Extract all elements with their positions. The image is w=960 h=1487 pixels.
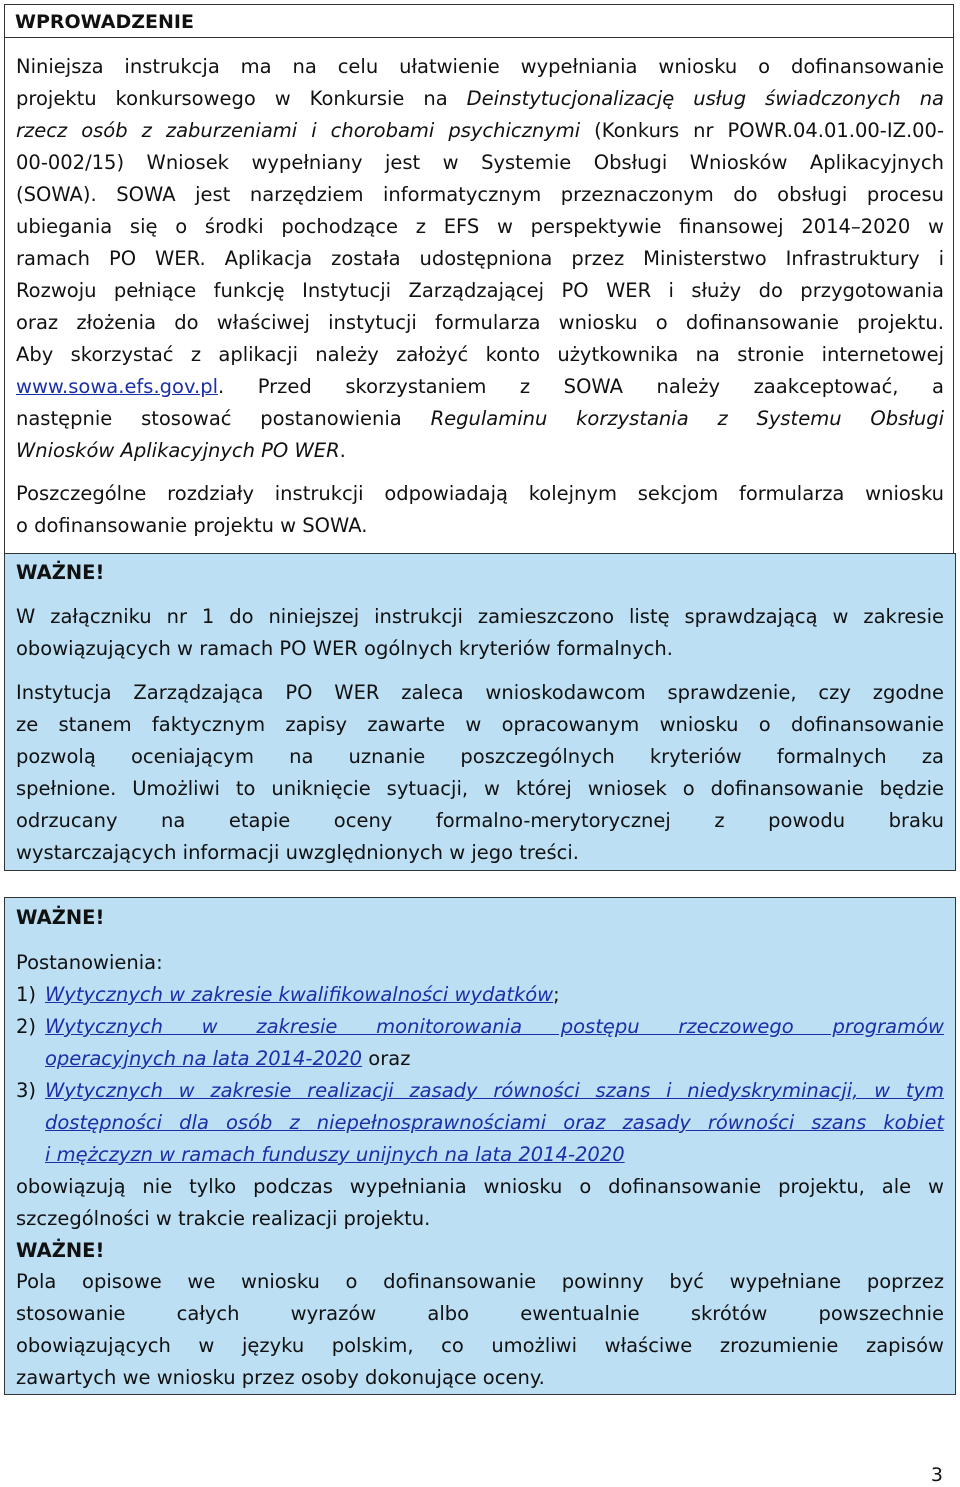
box1-a-line-2: obowiązujących w ramach PO WER ogólnych kryteriów formalnych. [16,637,673,660]
guidelines-equality-link-end[interactable]: i mężczyzn w ramach funduszy unijnych na lata 2014-2020 [45,1143,625,1166]
important-label-3: WAŻNE! [16,1239,105,1262]
intro-p2-line-1: Poszczególne rozdziały instrukcji odpowiadają kolejnym sekcjom formularza wniosku [16,482,944,505]
intro-line-4: 00-002/15) Wniosek wypełniany jest w Systemie Obsługi Wniosków Aplikacyjnych [16,151,944,174]
box2-d-line-4: zawartych we wniosku przez osoby dokonujące oceny. [16,1366,545,1389]
list-item-2-line-2: operacyjnych na lata 2014-2020 oraz [45,1047,411,1070]
box1-b-line-2: ze stanem faktycznym zapisy zawarte w opracowanym wniosku o dofinansowanie [16,713,944,736]
intro-line-6: ubiegania się o środki pochodzące z EFS w perspektywie finansowej 2014–2020 w [16,215,944,238]
intro-line-12: następnie stosować postanowienia Regulaminu korzystania z Systemu Obsługi [16,407,944,430]
intro-line-8: Rozwoju pełniące funkcję Instytucji Zarządzającej PO WER i służy do przygotowania [16,279,944,302]
intro-line-1: Niniejsza instrukcja ma na celu ułatwienie wypełniania wniosku o dofinansowanie [16,55,944,78]
intro-line-13: Wniosków Aplikacyjnych PO WER. [16,439,346,462]
list-item-3-line-1 [45,1079,944,1103]
guidelines-eligibility-link[interactable]: Wytycznych w zakresie kwalifikowalności wydatków [45,983,554,1006]
intro-line-11: www.sowa.efs.gov.pl. Przed skorzystaniem z SOWA należy zaakceptować, a [16,375,944,398]
intro-line-9: oraz złożenia do właściwej instytucji formularza wniosku o dofinansowanie projektu. [16,311,944,334]
list-number-2: 2) [16,1015,37,1038]
guidelines-equality-link-cont[interactable]: dostępności dla osób z niepełnosprawnościami oraz zasady równości szans kobiet [45,1111,944,1134]
box2-d-line-1: Pola opisowe we wniosku o dofinansowanie powinny być wypełniane poprzez [16,1270,944,1293]
section-heading: WPROWADZENIE [15,11,194,33]
list-item-2-line-1 [45,1015,944,1039]
intro-line-3: rzecz osób z zaburzeniami i chorobami psychicznymi (Konkurs nr POWR.04.01.00-IZ.00- [16,119,944,142]
box1-a-line-1: W załączniku nr 1 do niniejszej instrukcji zamieszczono listę sprawdzającą w zakresie [16,605,944,628]
box1-b-line-6: wystarczających informacji uwzględnionych w jego treści. [16,841,579,864]
guidelines-monitoring-link[interactable]: Wytycznych w zakresie monitorowania postępu rzeczowego programów [45,1015,944,1038]
section-heading-box [4,4,954,38]
guidelines-equality-link[interactable]: Wytycznych w zakresie realizacji zasady równości szans i niedyskryminacji, w tym [45,1079,944,1102]
list-item-3-line-2 [45,1111,944,1135]
sowa-website-link[interactable]: www.sowa.efs.gov.pl [16,375,218,398]
list-item-3-line-3 [45,1143,944,1167]
box2-c-line-2: szczególności w trakcie realizacji projektu. [16,1207,431,1230]
regulation-title-part2: Wniosków Aplikacyjnych PO WER [16,439,340,462]
box1-b-line-3: pozwolą oceniającym na uznanie poszczególnych kryteriów formalnych za [16,745,944,768]
box2-d-line-3: obowiązujących w języku polskim, co umożliwi właściwe zrozumienie zapisów [16,1334,944,1357]
important-label-1: WAŻNE! [16,561,105,584]
box1-b-line-1: Instytucja Zarządzająca PO WER zaleca wnioskodawcom sprawdzenie, czy zgodne [16,681,944,704]
box2-d-line-2: stosowanie całych wyrazów albo ewentualnie skrótów powszechnie [16,1302,944,1325]
regulation-title-part1: Regulaminu korzystania z Systemu Obsługi [430,407,944,430]
contest-name-part1: Deinstytucjonalizację usług świadczonych na [466,87,945,110]
intro-p2-line-2: o dofinansowanie projektu w SOWA. [16,514,368,537]
intro-line-5: (SOWA). SOWA jest narzędziem informatycznym przeznaczonym do obsługi procesu [16,183,944,206]
contest-name-part2: rzecz osób z zaburzeniami i chorobami psychicznymi [16,119,581,142]
provisions-label: Postanowienia: [16,951,163,974]
page-number: 3 [930,1464,943,1486]
intro-line-7: ramach PO WER. Aplikacja została udostępniona przez Ministerstwo Infrastruktury i [16,247,944,270]
box2-c-line-1: obowiązują nie tylko podczas wypełniania wniosku o dofinansowanie projektu, ale w [16,1175,944,1198]
intro-line-2: projektu konkursowego w Konkursie na Deinstytucjonalizację usług świadczonych na [16,87,945,110]
list-item-1: Wytycznych w zakresie kwalifikowalności wydatków; [45,983,560,1006]
list-number-3: 3) [16,1079,37,1102]
box1-b-line-4: spełnione. Umożliwi to uniknięcie sytuacji, w której wniosek o dofinansowanie będzie [16,777,944,800]
list-number-1: 1) [16,983,37,1006]
guidelines-monitoring-link-cont[interactable]: operacyjnych na lata 2014-2020 [45,1047,363,1070]
intro-line-10: Aby skorzystać z aplikacji należy założyć konto użytkownika na stronie internetowej [16,343,944,366]
box1-b-line-5: odrzucany na etapie oceny formalno-merytorycznej z powodu braku [16,809,944,832]
important-label-2: WAŻNE! [16,906,105,929]
